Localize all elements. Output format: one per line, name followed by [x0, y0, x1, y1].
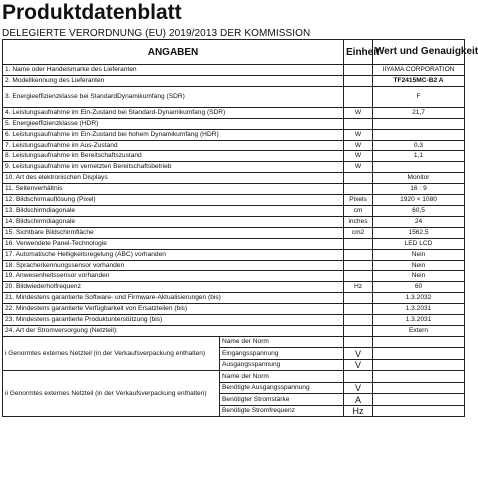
table-row [3, 162, 465, 173]
row-unit [344, 65, 373, 76]
row-label: 6. Leistungsaufnahme im Ein-Zustand bei hohem Dynamikumfang (HDR) [3, 129, 344, 140]
header-angaben: ANGABEN [3, 40, 344, 65]
row-value: 1.3.2032 [373, 293, 465, 304]
external-psu-unit [344, 336, 373, 348]
external-psu-value [373, 348, 465, 360]
external-psu-unit: V [344, 382, 373, 394]
row-value: F [373, 86, 465, 107]
row-label: 22. Mindestens garantierte Verfügbarkeit von Ersatzteilen (bis) [3, 304, 344, 315]
table-row [3, 75, 465, 86]
row-value: 0,3 [373, 140, 465, 151]
external-psu-unit: Hz [344, 405, 373, 417]
table-row [3, 86, 465, 107]
table-row [3, 315, 465, 326]
row-label: 13. Bildschirmdiagonale [3, 205, 344, 216]
row-label: 10. Art des elektronischen Displays [3, 173, 344, 184]
row-value: 1,1 [373, 151, 465, 162]
row-unit [344, 86, 373, 107]
row-label: 9. Leistungsaufnahme im vernetzten Bereitschaftsbetrieb [3, 162, 344, 173]
external-psu-field: Benötigte Stromfrequenz [220, 405, 344, 417]
row-label: 7. Leistungsaufnahme im Aus-Zustand [3, 140, 344, 151]
header-row [3, 40, 465, 65]
row-label: 24. Art der Stromversorgung (Netzteil): [3, 325, 344, 336]
header-einheit: Einheit [344, 40, 373, 65]
external-psu-field: Benötigter Stromstärke [220, 394, 344, 406]
row-value: 60,5 [373, 205, 465, 216]
row-unit [344, 325, 373, 336]
table-row [3, 205, 465, 216]
external-psu-value [373, 394, 465, 406]
row-label: 2. Modellkennung des Lieferanten [3, 75, 344, 86]
table-row [3, 65, 465, 76]
row-unit [344, 184, 373, 195]
row-value [373, 118, 465, 129]
row-unit [344, 260, 373, 271]
row-unit: Hz [344, 282, 373, 293]
row-label: 1. Name oder Handelsmarke des Lieferanten [3, 65, 344, 76]
row-label: 19. Anwesenheitssensor vorhanden [3, 271, 344, 282]
external-psu-value [373, 371, 465, 383]
row-value: Extern [373, 325, 465, 336]
table-row [3, 129, 465, 140]
row-unit: cm [344, 205, 373, 216]
row-label: 4. Leistungsaufnahme im Ein-Zustand bei Standard-Dynamikumfang (SDR) [3, 107, 344, 118]
external-psu-field: Benötigte Ausgangsspannung [220, 382, 344, 394]
row-unit [344, 249, 373, 260]
external-psu-label: ii Genormtes externes Netzteil (in der Verkaufsverpackung enthalten) [3, 371, 220, 417]
row-value: 1562,5 [373, 227, 465, 238]
table-row [3, 271, 465, 282]
row-value: 1.3.2031 [373, 304, 465, 315]
table-row [3, 238, 465, 249]
row-label: 11. Seitenverhältnis [3, 184, 344, 195]
row-unit: W [344, 129, 373, 140]
row-value: 21,7 [373, 107, 465, 118]
row-value: 1.3.2031 [373, 315, 465, 326]
external-psu-row [3, 371, 465, 383]
row-unit: Pixels [344, 195, 373, 206]
row-label: 17. Automatische Helligkeitsregelung (ABC) vorhanden [3, 249, 344, 260]
regulation-subtitle: DELEGIERTE VERORDNUNG (EU) 2019/2013 DER KOMMISSION [2, 28, 311, 39]
row-value: TF2415MC-B2 A [373, 75, 465, 86]
row-label: 8. Leistungsaufnahme im Bereitschaftszustand [3, 151, 344, 162]
table-row [3, 249, 465, 260]
row-label: 15. Sichtbare Bildschirmfläche [3, 227, 344, 238]
row-unit: inches [344, 216, 373, 227]
external-psu-unit: A [344, 394, 373, 406]
row-value: 60 [373, 282, 465, 293]
external-psu-value [373, 405, 465, 417]
table-row [3, 140, 465, 151]
external-psu-unit: V [344, 359, 373, 371]
table-row [3, 293, 465, 304]
row-label: 18. Spracherkennungssensor vorhanden [3, 260, 344, 271]
data-table [2, 39, 478, 417]
external-psu-field: Name der Norm [220, 336, 344, 348]
table-row [3, 282, 465, 293]
external-psu-value [373, 382, 465, 394]
row-label: 3. Energieeffizienzklasse bei StandardDynamikumfang (SDR) [3, 86, 344, 107]
table-row [3, 184, 465, 195]
row-unit: W [344, 162, 373, 173]
external-psu-value [373, 359, 465, 371]
table-row [3, 216, 465, 227]
row-unit [344, 118, 373, 129]
external-psu-unit: V [344, 348, 373, 360]
row-unit: W [344, 140, 373, 151]
row-unit: W [344, 107, 373, 118]
row-label: 21. Mindestens garantierte Software- und Firmware-Aktualisierungen (bis) [3, 293, 344, 304]
external-psu-field: Ausgangsspannung [220, 359, 344, 371]
row-unit [344, 75, 373, 86]
row-unit [344, 293, 373, 304]
row-unit [344, 271, 373, 282]
row-label: 23. Mindestens garantierte Produktunterstützung (bis) [3, 315, 344, 326]
row-value: Nein [373, 249, 465, 260]
table-row [3, 118, 465, 129]
row-value: 24 [373, 216, 465, 227]
row-label: 5. Energieeffizienzklasse (HDR) [3, 118, 344, 129]
external-psu-label: i Genormtes externes Netzteil (in der Verkaufsverpackung enthalten) [3, 336, 220, 371]
header-wert: Wert und Genauigkeit [373, 40, 465, 65]
row-value: Monitor [373, 173, 465, 184]
table-row [3, 260, 465, 271]
row-value: Nein [373, 271, 465, 282]
row-value: Nein [373, 260, 465, 271]
external-psu-field: Name der Norm [220, 371, 344, 383]
row-unit: W [344, 151, 373, 162]
row-value: 16 : 9 [373, 184, 465, 195]
row-label: 14. Bildschirmdiagonale [3, 216, 344, 227]
table-row [3, 304, 465, 315]
external-psu-value [373, 336, 465, 348]
table-row [3, 195, 465, 206]
external-psu-unit [344, 371, 373, 383]
row-unit [344, 238, 373, 249]
table-row [3, 227, 465, 238]
row-value: LED LCD [373, 238, 465, 249]
external-psu-field: Eingangsspannung [220, 348, 344, 360]
table-row [3, 173, 465, 184]
row-unit [344, 315, 373, 326]
table-row [3, 325, 465, 336]
row-value [373, 162, 465, 173]
row-value [373, 129, 465, 140]
row-unit [344, 304, 373, 315]
table-row [3, 107, 465, 118]
row-label: 16. Verwendete Panel-Technologie [3, 238, 344, 249]
external-psu-row [3, 336, 465, 348]
page-title: Produktdatenblatt [2, 1, 182, 24]
table-row [3, 151, 465, 162]
row-value: IIYAMA CORPORATION [373, 65, 465, 76]
row-value: 1920 × 1080 [373, 195, 465, 206]
row-label: 12. Bildschirmauflösung (Pixel) [3, 195, 344, 206]
row-label: 20. Bildwiederholfrequenz [3, 282, 344, 293]
row-unit [344, 173, 373, 184]
row-unit: cm2 [344, 227, 373, 238]
